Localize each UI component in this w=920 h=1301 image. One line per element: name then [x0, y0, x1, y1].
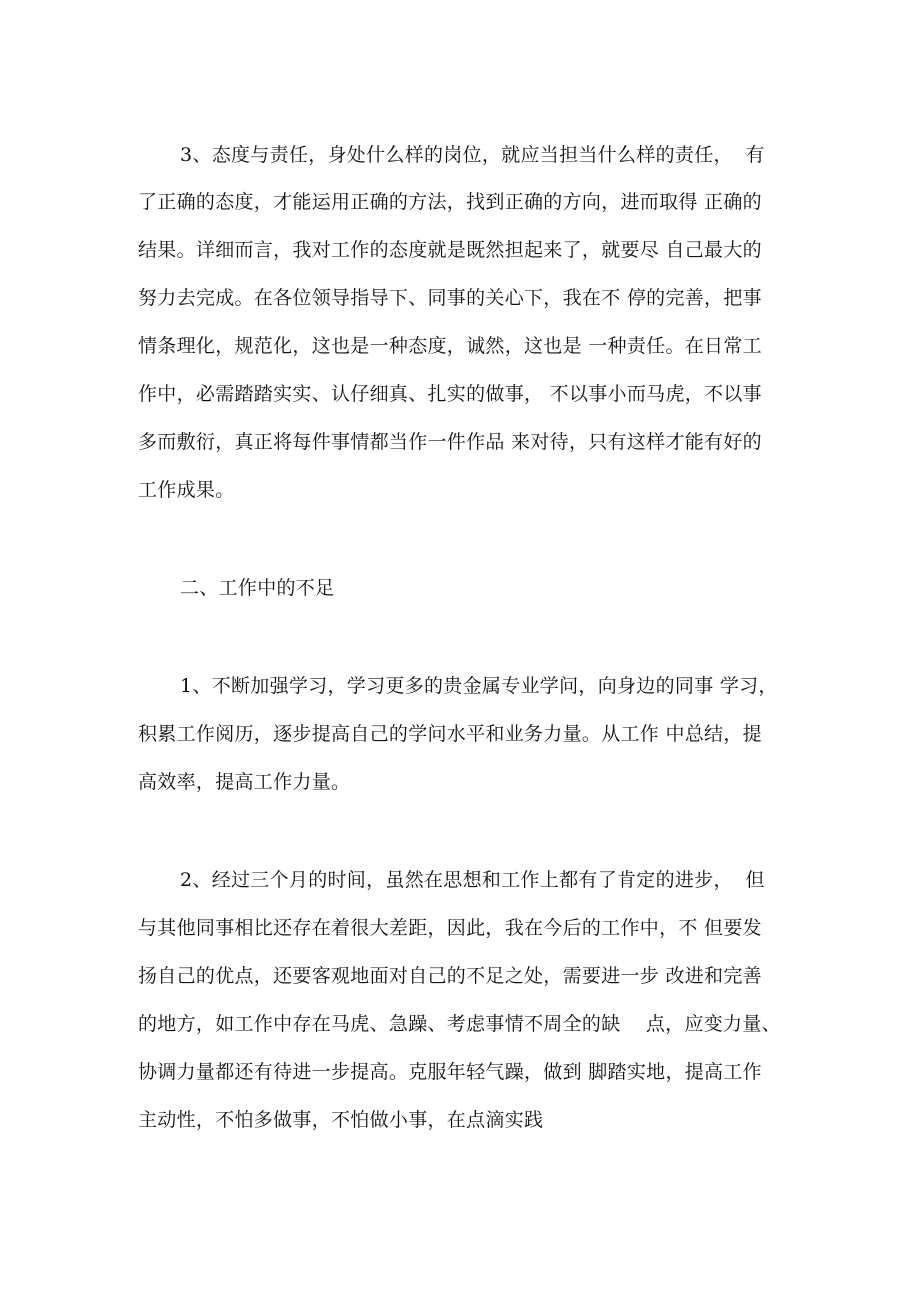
text-line: 3、态度与责任，身处什么样的岗位，就应当担当什么样的责任， 有 [180, 144, 765, 166]
text-line: 与其他同事相比还存在着很大差距，因此，我在今后的工作中，不 但要发 [138, 917, 762, 939]
text-line: 主动性，不怕多做事，不怕做小事，在点滴实践 [138, 1109, 544, 1131]
text-line: 高效率，提高工作力量。 [138, 771, 351, 793]
text-line: 作中，必需踏踏实实、认仔细真、扎实的做事， 不以事小而马虎，不以事 [138, 383, 762, 405]
text-line: 积累工作阅历，逐步提高自己的学问水平和业务力量。从工作 中总结，提 [138, 723, 762, 745]
text-line: 努力去完成。在各位领导指导下、同事的关心下，我在不 停的完善，把事 [138, 287, 762, 309]
text-line: 1、不断加强学习，学习更多的贵金属专业学问，向身边的同事 学习， [180, 675, 778, 697]
text-line: 工作成果。 [138, 479, 235, 501]
text-line: 多而敷衍，真正将每件事情都当作一件作品 来对待，只有这样才能有好的 [138, 431, 762, 453]
text-line: 扬自己的优点，还要客观地面对自己的不足之处，需要进一步 改进和完善 [138, 965, 762, 987]
text-line: 的地方，如工作中存在马虎、急躁、考虑事情不周全的缺 点，应变力量、 [138, 1013, 781, 1035]
text-line: 结果。详细而言，我对工作的态度就是既然担起来了，就要尽 自己最大的 [138, 239, 762, 261]
text-line: 协调力量都还有待进一步提高。克服年轻气躁，做到 脚踏实地，提高工作 [138, 1061, 762, 1083]
text-line: 2、经过三个月的时间，虽然在思想和工作上都有了肯定的进步， 但 [180, 869, 765, 891]
section-heading: 二、工作中的不足 [180, 577, 335, 599]
text-line: 情条理化，规范化，这也是一种态度，诚然，这也是 一种责任。在日常工 [138, 335, 762, 357]
text-line: 了正确的态度，才能运用正确的方法，找到正确的方向，进而取得 正确的 [138, 191, 762, 213]
